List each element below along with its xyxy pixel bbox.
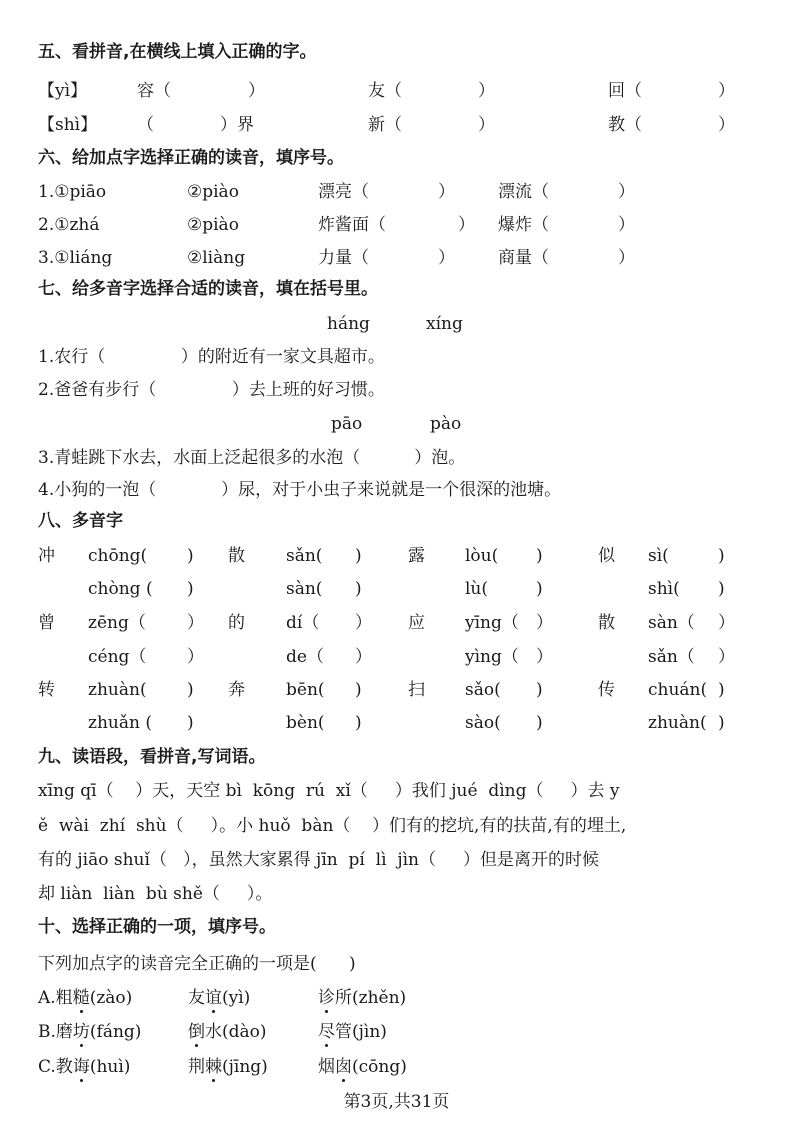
polyphone-char: 似 (598, 546, 615, 566)
blank-open: 回（ (608, 81, 642, 101)
polyphone-char: 应 (408, 613, 425, 633)
pinyin-option: pào (430, 414, 462, 434)
polyphone-char: 露 (408, 546, 425, 566)
polyphone-blank-close: ) (718, 546, 725, 566)
polyphone-blank-close: ) (536, 680, 543, 700)
polyphone-char: 奔 (228, 680, 245, 700)
word-blank: 商量（ (498, 248, 549, 268)
passage-line-3: 有的 jiāo shuǐ（ ），虽然大家累得 jīn pí lì jìn（ ）但是离开的时候 (38, 850, 600, 870)
section-10-heading: 十、选择正确的一项，填序号。 (38, 917, 276, 937)
option-text: 友谊(yì) (188, 988, 251, 1008)
option-text: 诊所(zhěn) (318, 988, 407, 1008)
option: ②piào (187, 215, 239, 235)
polyphone-pinyin: chōng( (88, 546, 148, 566)
option-text: 倒水(dào) (188, 1022, 267, 1042)
blank-close: ） (478, 81, 495, 101)
section-9-heading: 九、读语段，看拼音,写词语。 (38, 747, 266, 767)
polyphone-blank-close: ) (187, 713, 194, 733)
polyphone-pinyin: sǎn( (286, 546, 323, 566)
polyphone-pinyin: chòng ( (88, 579, 153, 599)
polyphone-pinyin: zhuǎn ( (88, 713, 152, 733)
blank-open: 容（ (137, 81, 171, 101)
question-3: 3.青蛙跳下水去，水面上泛起很多的水泡（ ）泡。 (38, 448, 466, 468)
polyphone-pinyin: bēn( (286, 680, 325, 700)
polyphone-char: 散 (228, 546, 245, 566)
polyphone-pinyin: shì( (648, 579, 680, 599)
section-5-heading: 五、看拼音,在横线上填入正确的字。 (38, 42, 317, 62)
option-text: A.粗糙(zào) (38, 988, 133, 1008)
polyphone-pinyin: zēng（ (88, 613, 146, 633)
polyphone-blank-close: ） (187, 647, 204, 667)
polyphone-blank-close: ) (187, 579, 194, 599)
blank-open: 教（ (608, 115, 642, 135)
question-4: 4.小狗的一泡（ ）尿，对于小虫子来说就是一个很深的池塘。 (38, 480, 562, 500)
polyphone-blank-close: ) (718, 579, 725, 599)
option: 3.①liáng (38, 248, 113, 268)
blank-close: ） (478, 115, 495, 135)
polyphone-blank-close: ） (536, 613, 553, 633)
polyphone-blank-close: ) (355, 713, 362, 733)
option-text: 荆棘(jīng) (188, 1057, 268, 1077)
polyphone-char: 的 (228, 613, 245, 633)
word-blank: 漂亮（ (318, 182, 369, 202)
option-text: 尽管(jìn) (318, 1022, 387, 1042)
blank-open: 新（ (368, 115, 402, 135)
pinyin-option: háng (327, 314, 370, 334)
question-2: 2.爸爸有步行（ ）去上班的好习惯。 (38, 380, 385, 400)
blank-close: ） (618, 182, 635, 202)
blank-close: ） (718, 115, 735, 135)
polyphone-pinyin: sǎn（ (648, 647, 695, 667)
polyphone-pinyin: de（ (286, 647, 324, 667)
polyphone-blank-close: ） (536, 647, 553, 667)
polyphone-pinyin: zhuàn( (648, 713, 707, 733)
polyphone-char: 散 (598, 613, 615, 633)
polyphone-pinyin: sì( (648, 546, 669, 566)
polyphone-blank-close: ) (536, 579, 543, 599)
polyphone-blank-close: ） (355, 613, 372, 633)
passage-line-1: xīng qī（ ）天，天空 bì kōng rú xǐ（ ）我们 jué dìng（ ）去 y (38, 781, 620, 801)
blank-close: ） (248, 81, 265, 101)
polyphone-blank-close: ) (355, 579, 362, 599)
blank-close: ） (438, 182, 455, 202)
pinyin-option: xíng (426, 314, 463, 334)
polyphone-pinyin: chuán( (648, 680, 708, 700)
polyphone-blank-close: ） (718, 613, 735, 633)
polyphone-blank-close: ) (718, 713, 725, 733)
section-8-heading: 八、多音字 (38, 511, 123, 531)
polyphone-blank-close: ) (355, 680, 362, 700)
question: 下列加点字的读音完全正确的一项是( ) (38, 954, 356, 974)
option: 1.①piāo (38, 182, 107, 202)
pinyin-tag: 【shì】 (38, 115, 98, 135)
blank-close: ）界 (220, 115, 254, 135)
polyphone-pinyin: yìng（ (465, 647, 519, 667)
blank-close: ） (458, 215, 475, 235)
polyphone-blank-close: ) (536, 546, 543, 566)
word-blank: 爆炸（ (498, 215, 549, 235)
passage-line-2: ě wài zhí shù（ ）。小 huǒ bàn（ ）们有的挖坑,有的扶苗,有的埋土, (38, 816, 627, 836)
section-7-heading: 七、给多音字选择合适的读音，填在括号里。 (38, 279, 378, 299)
blank-close: ） (618, 248, 635, 268)
blank-open: 友（ (368, 81, 402, 101)
polyphone-blank-close: ） (355, 647, 372, 667)
polyphone-pinyin: céng（ (88, 647, 147, 667)
polyphone-blank-close: ) (536, 713, 543, 733)
pinyin-option: pāo (331, 414, 363, 434)
polyphone-blank-close: ） (187, 613, 204, 633)
word-blank: 力量（ (318, 248, 369, 268)
polyphone-blank-close: ） (718, 647, 735, 667)
polyphone-pinyin: sǎo( (465, 680, 501, 700)
blank-close: ） (618, 215, 635, 235)
word-blank: 炸酱面（ (318, 215, 386, 235)
word-blank: 漂流（ (498, 182, 549, 202)
polyphone-pinyin: zhuàn( (88, 680, 147, 700)
polyphone-pinyin: yīng（ (465, 613, 519, 633)
question-1: 1.农行（ ）的附近有一家文具超市。 (38, 347, 385, 367)
blank-close: ） (718, 81, 735, 101)
option-text: B.磨坊(fáng) (38, 1022, 142, 1042)
passage-line-4: 却 liàn liàn bù shě（ ）。 (38, 884, 273, 904)
polyphone-pinyin: dí（ (286, 613, 320, 633)
polyphone-pinyin: lù( (465, 579, 489, 599)
polyphone-char: 曾 (38, 613, 55, 633)
polyphone-char: 冲 (38, 546, 55, 566)
polyphone-pinyin: sào( (465, 713, 501, 733)
page-footer: 第3页,共31页 (343, 1092, 450, 1112)
blank-open: （ (137, 115, 154, 135)
polyphone-blank-close: ) (718, 680, 725, 700)
option: ②piào (187, 182, 239, 202)
polyphone-pinyin: bèn( (286, 713, 325, 733)
option-text: C.教诲(huì) (38, 1057, 131, 1077)
polyphone-pinyin: sàn（ (648, 613, 695, 633)
polyphone-blank-close: ) (187, 546, 194, 566)
polyphone-blank-close: ) (355, 546, 362, 566)
polyphone-pinyin: sàn( (286, 579, 323, 599)
polyphone-blank-close: ) (187, 680, 194, 700)
option-text: 烟囱(cōng) (318, 1057, 407, 1077)
polyphone-char: 传 (598, 680, 615, 700)
option: 2.①zhá (38, 215, 100, 235)
polyphone-pinyin: lòu( (465, 546, 499, 566)
polyphone-char: 转 (38, 680, 55, 700)
polyphone-char: 扫 (408, 680, 425, 700)
section-6-heading: 六、给加点字选择正确的读音，填序号。 (38, 148, 344, 168)
blank-close: ） (438, 248, 455, 268)
option: ②liàng (187, 248, 246, 268)
pinyin-tag: 【yì】 (38, 81, 88, 101)
